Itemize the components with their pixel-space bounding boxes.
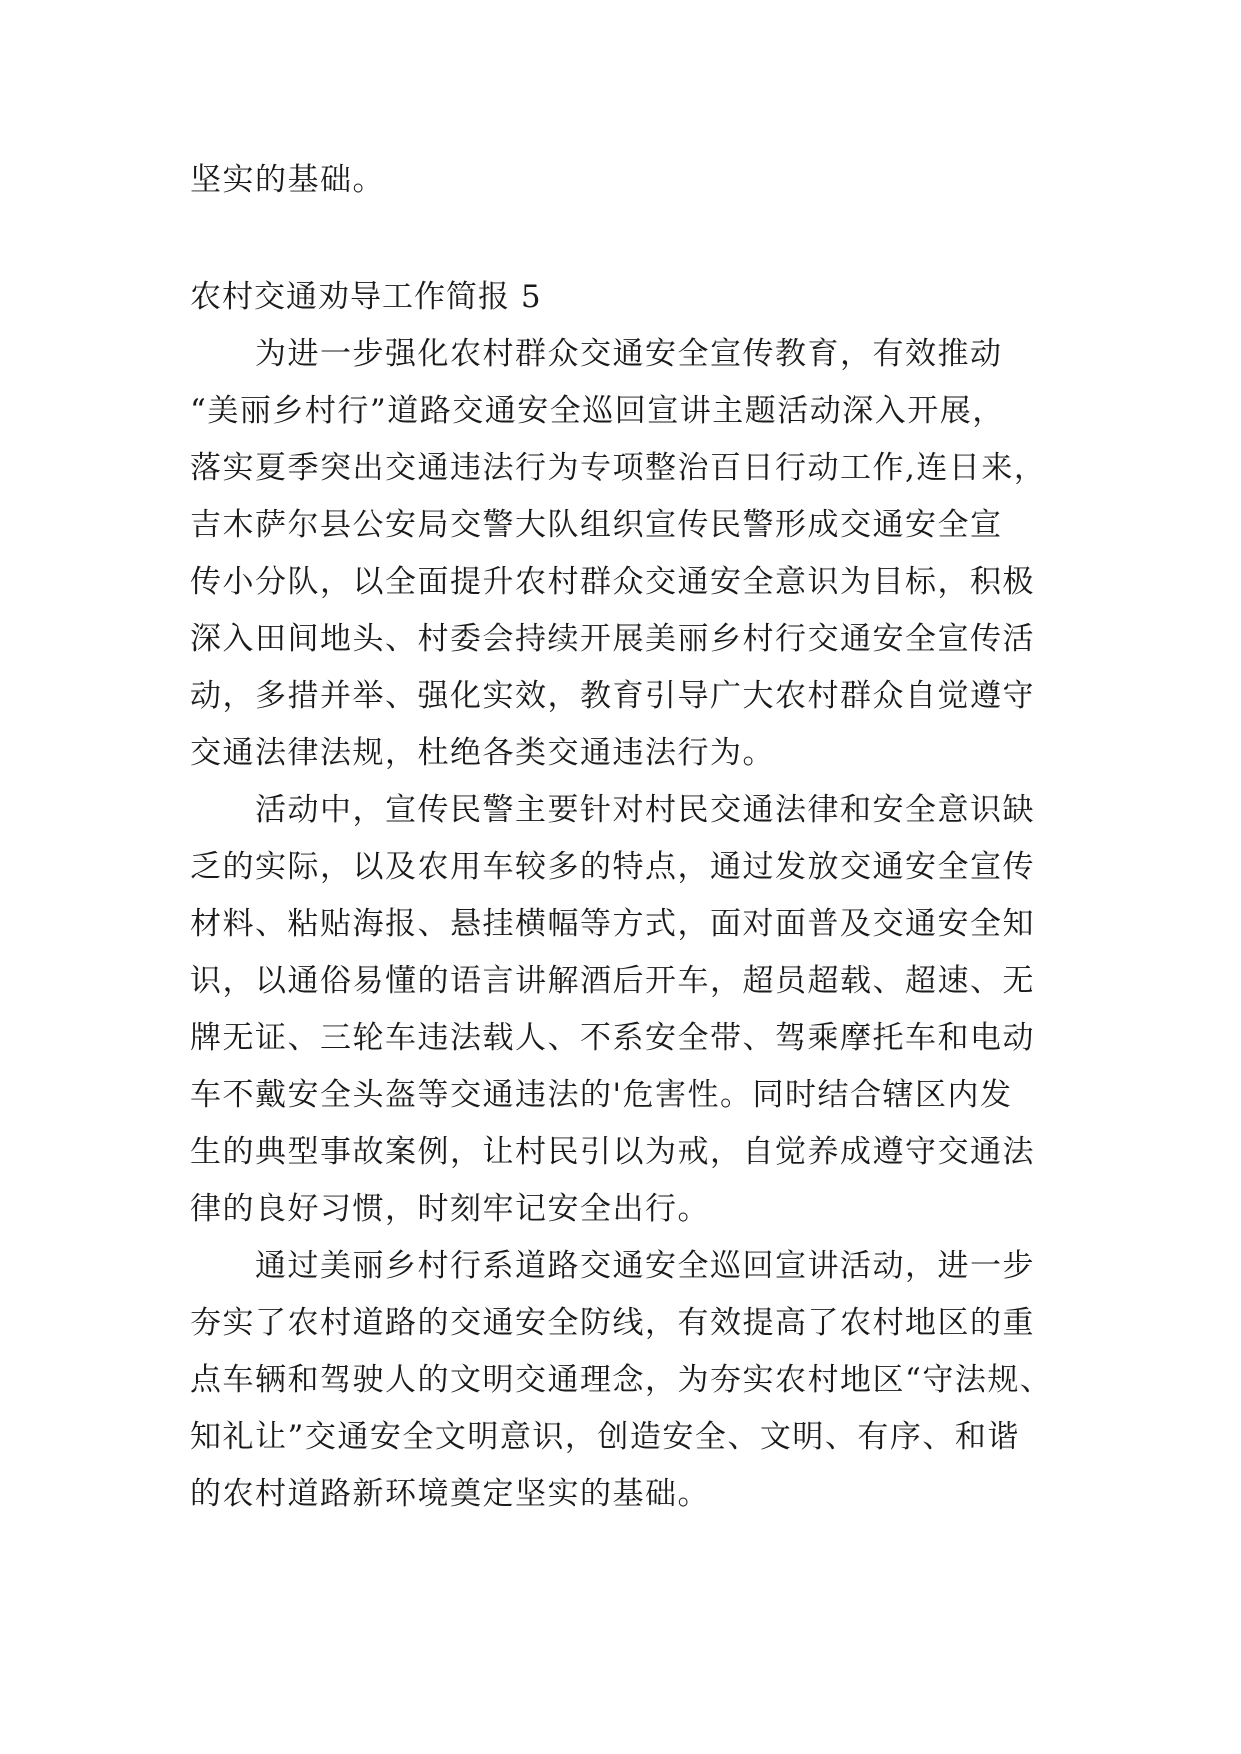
document-body bbox=[190, 152, 1052, 1523]
paragraph-line: 夯实了农村道路的交通安全防线，有效提高了农村地区的重 bbox=[190, 1305, 1035, 1341]
paragraph-line: 生的典型事故案例，让村民引以为戒，自觉养成遵守交通法 bbox=[190, 1134, 1035, 1170]
top-fragment: 坚实的基础。 bbox=[190, 162, 385, 198]
paragraph-line: 乏的实际，以及农用车较多的特点，通过发放交通安全宣传 bbox=[190, 849, 1035, 885]
paragraph-line: 通过美丽乡村行系道路交通安全巡回宣讲活动，进一步 bbox=[190, 1248, 1035, 1284]
paragraph-line: 为进一步强化农村群众交通安全宣传教育，有效推动 bbox=[190, 336, 1003, 372]
paragraph-line: 动，多措并举、强化实效，教育引导广大农村群众自觉遵守 bbox=[190, 678, 1035, 714]
paragraph-line: 律的良好习惯，时刻牢记安全出行。 bbox=[190, 1191, 710, 1227]
spacer bbox=[190, 209, 1052, 269]
paragraph-line: 知礼让”交通安全文明意识，创造安全、文明、有序、和谐 bbox=[190, 1419, 1020, 1455]
paragraph-line: 点车辆和驾驶人的文明交通理念，为夯实农村地区“守法规、 bbox=[190, 1362, 1053, 1398]
paragraph-line: 车不戴安全头盔等交通违法的'危害性。同时结合辖区内发 bbox=[190, 1077, 1013, 1113]
paragraph-line: 传小分队，以全面提升农村群众交通安全意识为目标，积极 bbox=[190, 564, 1035, 600]
paragraph-line: 交通法律法规，杜绝各类交通违法行为。 bbox=[190, 735, 775, 771]
paragraph-line: 落实夏季突出交通违法行为专项整治百日行动工作,连日来， bbox=[190, 450, 1047, 486]
paragraph-line: 的农村道路新环境奠定坚实的基础。 bbox=[190, 1476, 710, 1512]
paragraph-line: “美丽乡村行”道路交通安全巡回宣讲主题活动深入开展， bbox=[190, 393, 1005, 429]
paragraph-line: 活动中，宣传民警主要针对村民交通法律和安全意识缺 bbox=[190, 792, 1035, 828]
paragraph-line: 识，以通俗易懂的语言讲解酒后开车，超员超载、超速、无 bbox=[190, 963, 1035, 999]
paragraph-line: 深入田间地头、村委会持续开展美丽乡村行交通安全宣传活 bbox=[190, 621, 1035, 657]
section-title: 农村交通劝导工作简报 5 bbox=[190, 279, 542, 315]
paragraph-3 bbox=[190, 1238, 1052, 1523]
paragraph-1 bbox=[190, 326, 1052, 782]
paragraph-line: 材料、粘贴海报、悬挂横幅等方式，面对面普及交通安全知 bbox=[190, 906, 1035, 942]
paragraph-line: 牌无证、三轮车违法载人、不系安全带、驾乘摩托车和电动 bbox=[190, 1020, 1035, 1056]
paragraph-2 bbox=[190, 782, 1052, 1238]
paragraph-line: 吉木萨尔县公安局交警大队组织宣传民警形成交通安全宣 bbox=[190, 507, 1003, 543]
